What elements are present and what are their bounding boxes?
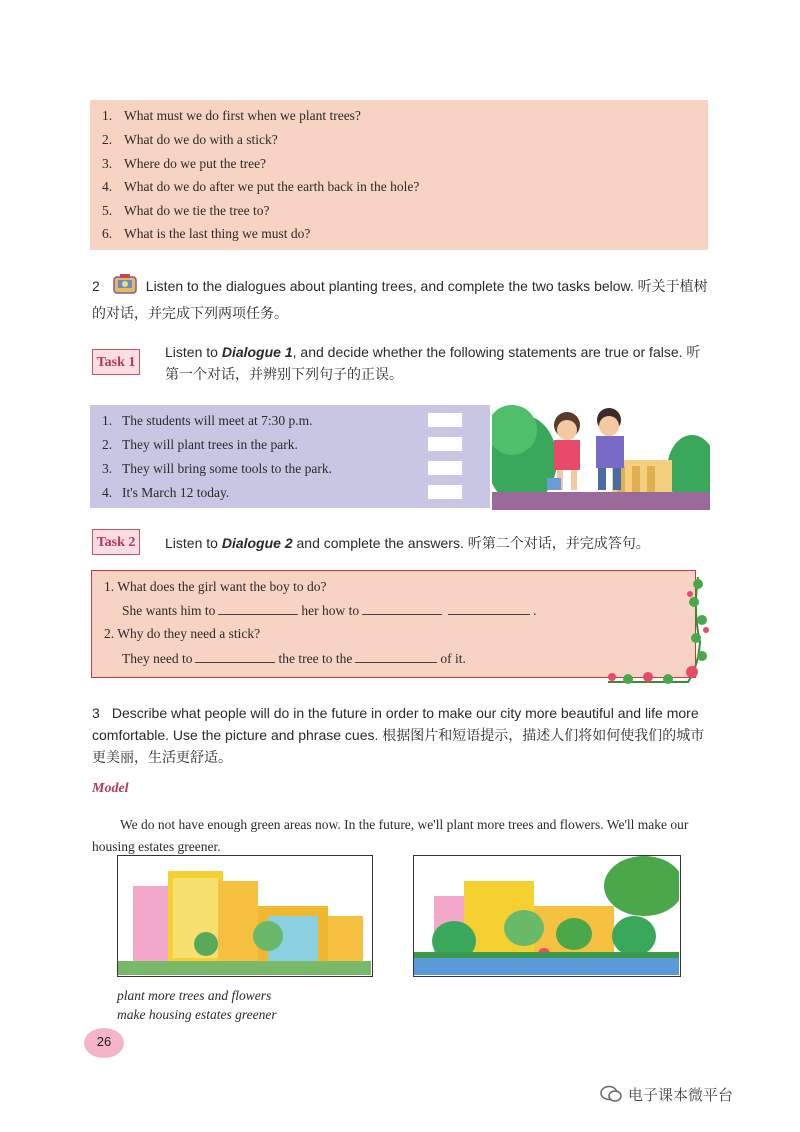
task-2-instructions: Listen to Dialogue 2 and complete the answers. 听第二个对话，并完成答句。 bbox=[165, 535, 650, 551]
green-city-picture bbox=[413, 855, 681, 977]
answer-blank[interactable] bbox=[218, 602, 298, 615]
flower-vine-decoration bbox=[598, 572, 713, 690]
question-item: 4. What do we do after we put the earth back in the hole? bbox=[102, 179, 420, 194]
phrase-cue: plant more trees and flowers bbox=[117, 988, 272, 1003]
phrase-cues bbox=[117, 986, 277, 1024]
section-2-instructions: Listen to the dialogues about planting trees, and complete the two tasks below. 听关于植树的对话，并完成下列两项任务。 bbox=[92, 278, 708, 321]
question-item: 5. What do we tie the tree to? bbox=[102, 203, 270, 218]
task-2-answer-2: They need to the tree to the of it. bbox=[122, 651, 466, 666]
page-number: 26 bbox=[84, 1028, 124, 1058]
question-item: 2. What do we do with a stick? bbox=[102, 132, 278, 147]
answer-blank[interactable] bbox=[448, 602, 530, 615]
task-2-tag: Task 2 bbox=[92, 529, 140, 555]
section-3-instructions: Describe what people will do in the future in order to make our city more beautiful and life more comfortable. Use the picture and phrase cues. 根据图片和短语提示，描述人们将如何使我们的城市更美丽，生活更舒适。 bbox=[92, 705, 705, 765]
answer-slot[interactable] bbox=[428, 413, 462, 427]
statement-item: 2. They will plant trees in the park. bbox=[102, 437, 298, 452]
statement-item: 4. It's March 12 today. bbox=[102, 485, 230, 500]
answer-blank[interactable] bbox=[362, 602, 442, 615]
question-item: 6. What is the last thing we must do? bbox=[102, 226, 311, 241]
answer-blank[interactable] bbox=[195, 650, 275, 663]
questions-box bbox=[90, 100, 708, 250]
wechat-icon bbox=[600, 1085, 622, 1107]
model-label: Model bbox=[92, 781, 129, 796]
task-1-statements-box bbox=[90, 405, 490, 508]
phrase-cue: make housing estates greener bbox=[117, 1007, 277, 1022]
model-text: We do not have enough green areas now. In the future, we'll plant more trees and flowers. We'll make our housing estates greener. bbox=[92, 817, 689, 854]
answer-blank[interactable] bbox=[355, 650, 437, 663]
task-1-tag: Task 1 bbox=[92, 349, 140, 375]
section-3 bbox=[92, 702, 712, 768]
answer-slot[interactable] bbox=[428, 461, 462, 475]
task-2-answer-1: She wants him to her how to . bbox=[122, 603, 537, 618]
section-2 bbox=[92, 273, 712, 325]
answer-slot[interactable] bbox=[428, 437, 462, 451]
watermark: 电子课本微平台 bbox=[600, 1084, 733, 1107]
statement-item: 3. They will bring some tools to the park. bbox=[102, 461, 332, 476]
children-planting-illustration bbox=[492, 400, 710, 510]
question-item: 1. What must we do first when we plant trees? bbox=[102, 108, 361, 123]
section-number: 2 bbox=[92, 278, 100, 294]
question-item: 3. Where do we put the tree? bbox=[102, 156, 267, 171]
statement-item: 1. The students will meet at 7:30 p.m. bbox=[102, 413, 313, 428]
section-number: 3 bbox=[92, 705, 100, 721]
buildings-picture bbox=[117, 855, 373, 977]
task-2-question-1: 1. What does the girl want the boy to do? bbox=[104, 579, 327, 594]
audio-icon bbox=[112, 273, 138, 302]
task-2-question-2: 2. Why do they need a stick? bbox=[104, 626, 261, 641]
task-1-instructions: Listen to Dialogue 1, and decide whether the following statements are true or false. 听第一个对话，并辨别下列句子的正误。 bbox=[165, 344, 701, 382]
answer-slot[interactable] bbox=[428, 485, 462, 499]
